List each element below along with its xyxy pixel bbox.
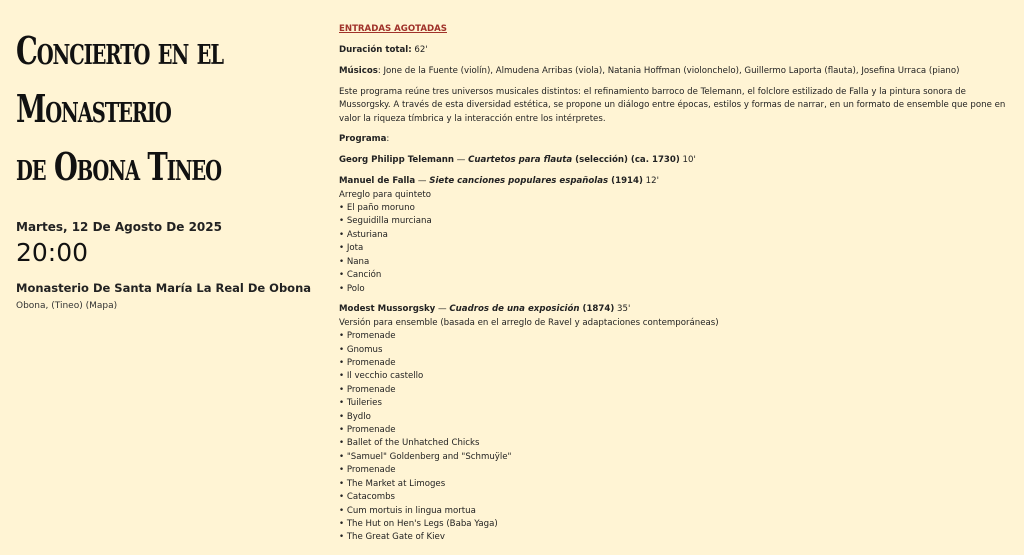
event-location: Obona, (Tineo) (Mapa) [16, 301, 118, 311]
musicians-label: Músicos [339, 65, 378, 76]
list-item: • The Great Gate of Kiev [339, 531, 1019, 544]
movement-list [339, 202, 1019, 296]
list-item: • Jota [339, 242, 1019, 255]
work-suffix: (selección) (ca. 1730) [572, 155, 680, 166]
list-item: • Canción [339, 269, 1019, 282]
title-line-2: de Obona Tineo [16, 144, 221, 189]
sold-out-link[interactable]: ENTRADAS AGOTADAS [339, 24, 447, 34]
list-item: • Ballet of the Unhatched Chicks [339, 437, 1019, 450]
event-time: 20:00 [16, 238, 89, 267]
event-date: Martes, 12 De Agosto De 2025 [16, 220, 222, 234]
work-composer: Modest Mussorgsky [339, 304, 436, 315]
title-line-1: Concierto en el Monasterio [16, 28, 224, 131]
list-item: • Gnomus [339, 344, 1019, 357]
movement-list [339, 330, 1019, 545]
work-suffix: (1914) [608, 176, 643, 187]
list-item: • "Samuel" Goldenberg and "Schmuÿle" [339, 451, 1019, 464]
work-mussorgsky [339, 303, 1019, 544]
list-item: • Nana [339, 256, 1019, 269]
work-telemann [339, 154, 1019, 167]
event-venue: Monasterio De Santa María La Real De Obona [16, 281, 312, 295]
work-title: Siete canciones populares españolas [429, 176, 609, 187]
program-colon: : [386, 134, 390, 145]
duration-label: Duración total: [339, 44, 412, 55]
work-title: Cuartetos para flauta [468, 155, 573, 166]
list-item: • Tuileries [339, 397, 1019, 410]
list-item: • Promenade [339, 464, 1019, 477]
list-item: • Promenade [339, 357, 1019, 370]
work-duration: 35' [614, 304, 631, 315]
list-item: • Promenade [339, 384, 1019, 397]
list-item: • Catacombs [339, 491, 1019, 504]
program-heading [339, 133, 1019, 146]
list-item: • The Hut on Hen's Legs (Baba Yaga) [339, 518, 1019, 531]
list-item: • Polo [339, 283, 1019, 296]
program-label: Programa [339, 134, 387, 145]
list-item: • Promenade [339, 330, 1019, 343]
list-item: • El paño moruno [339, 202, 1019, 215]
work-dash: — [454, 155, 469, 166]
work-note: Arreglo para quinteto [339, 189, 431, 200]
page-title [16, 22, 318, 196]
work-duration: 12' [642, 176, 659, 187]
list-item: • Promenade [339, 424, 1019, 437]
work-note: Versión para ensemble (basada en el arreglo de Ravel y adaptaciones contemporáneas) [339, 317, 719, 328]
work-duration: 10' [679, 155, 696, 166]
work-title: Cuadros de una exposición [449, 304, 580, 315]
event-header [16, 22, 316, 311]
event-details [339, 23, 1019, 552]
list-item: • Bydlo [339, 411, 1019, 424]
duration-row [339, 44, 1019, 57]
duration-value: 62' [414, 44, 428, 55]
work-composer: Georg Philipp Telemann [339, 155, 455, 166]
list-item: • Asturiana [339, 229, 1019, 242]
work-suffix: (1874) [579, 304, 615, 315]
work-composer: Manuel de Falla [339, 176, 416, 187]
work-falla [339, 175, 1019, 296]
work-dash: — [435, 304, 450, 315]
program-description: Este programa reúne tres universos musicales distintos: el refinamiento barroco de Telemann, el folclore estilizado de Falla y la pintura sonora de Mussorgsky. A través de esta diversidad estética, se propone un diálogo entre épocas, estilos y formas de narrar, en un formato de ensemble que pone en valor la riqueza tímbrica y la interacción entre los intérpretes. [339, 86, 1006, 124]
list-item: • Seguidilla murciana [339, 215, 1019, 228]
musicians-value: : Jone de la Fuente (violín), Almudena Arribas (viola), Natania Hoffman (violonchelo), Guillermo Laporta (flauta), Josefina Urraca (piano) [377, 65, 960, 76]
musicians-row [339, 65, 1019, 78]
work-dash: — [415, 176, 430, 187]
list-item: • The Market at Limoges [339, 478, 1019, 491]
list-item: • Cum mortuis in lingua mortua [339, 505, 1019, 518]
list-item: • Il vecchio castello [339, 370, 1019, 383]
